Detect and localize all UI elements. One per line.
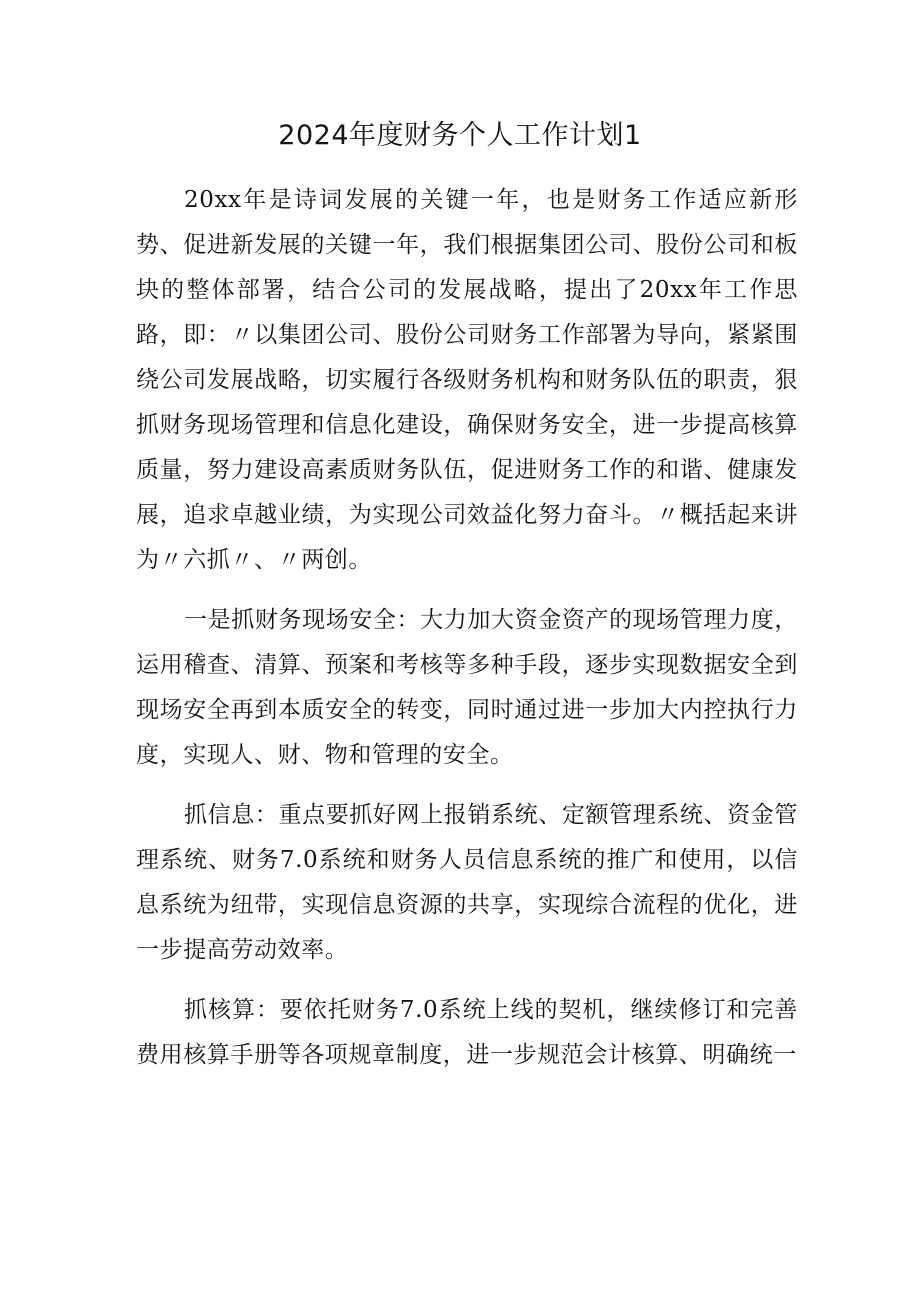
document-body <box>136 178 798 1078</box>
paragraph-site-safety: 一是抓财务现场安全：大力加大资金资产的现场管理力度，运用稽查、清算、预案和考核等多种手段，逐步实现数据安全到现场安全再到本质安全的转变，同时通过进一步加大内控执行力度，实现人、财、物和管理的安全。 <box>136 607 798 768</box>
paragraph-intro: 20xx年是诗词发展的关键一年，也是财务工作适应新形势、促进新发展的关键一年，我们根据集团公司、股份公司和板块的整体部署，结合公司的发展战略，提出了20xx年工作思路，即：〃以集团公司、股份公司财务工作部署为导向，紧紧围绕公司发展战略，切实履行各级财务机构和财务队伍的职责，狠抓财务现场管理和信息化建设，确保财务安全，进一步提高核算质量，努力建设高素质财务队伍，促进财务工作的和谐、健康发展，追求卓越业绩，为实现公司效益化努力奋斗。〃概括起来讲为〃六抓〃、〃两创。 <box>136 187 798 573</box>
paragraph-accounting: 抓核算：要依托财务7.0系统上线的契机，继续修订和完善费用核算手册等各项规章制度，进一步规范会计核算、明确统一 <box>136 997 798 1068</box>
paragraph-information: 抓信息：重点要抓好网上报销系统、定额管理系统、资金管理系统、财务7.0系统和财务人员信息系统的推广和使用，以信息系统为纽带，实现信息资源的共享，实现综合流程的优化，进一步提高劳动效率。 <box>136 802 798 963</box>
document-title: 2024年度财务个人工作计划1 <box>278 120 642 151</box>
